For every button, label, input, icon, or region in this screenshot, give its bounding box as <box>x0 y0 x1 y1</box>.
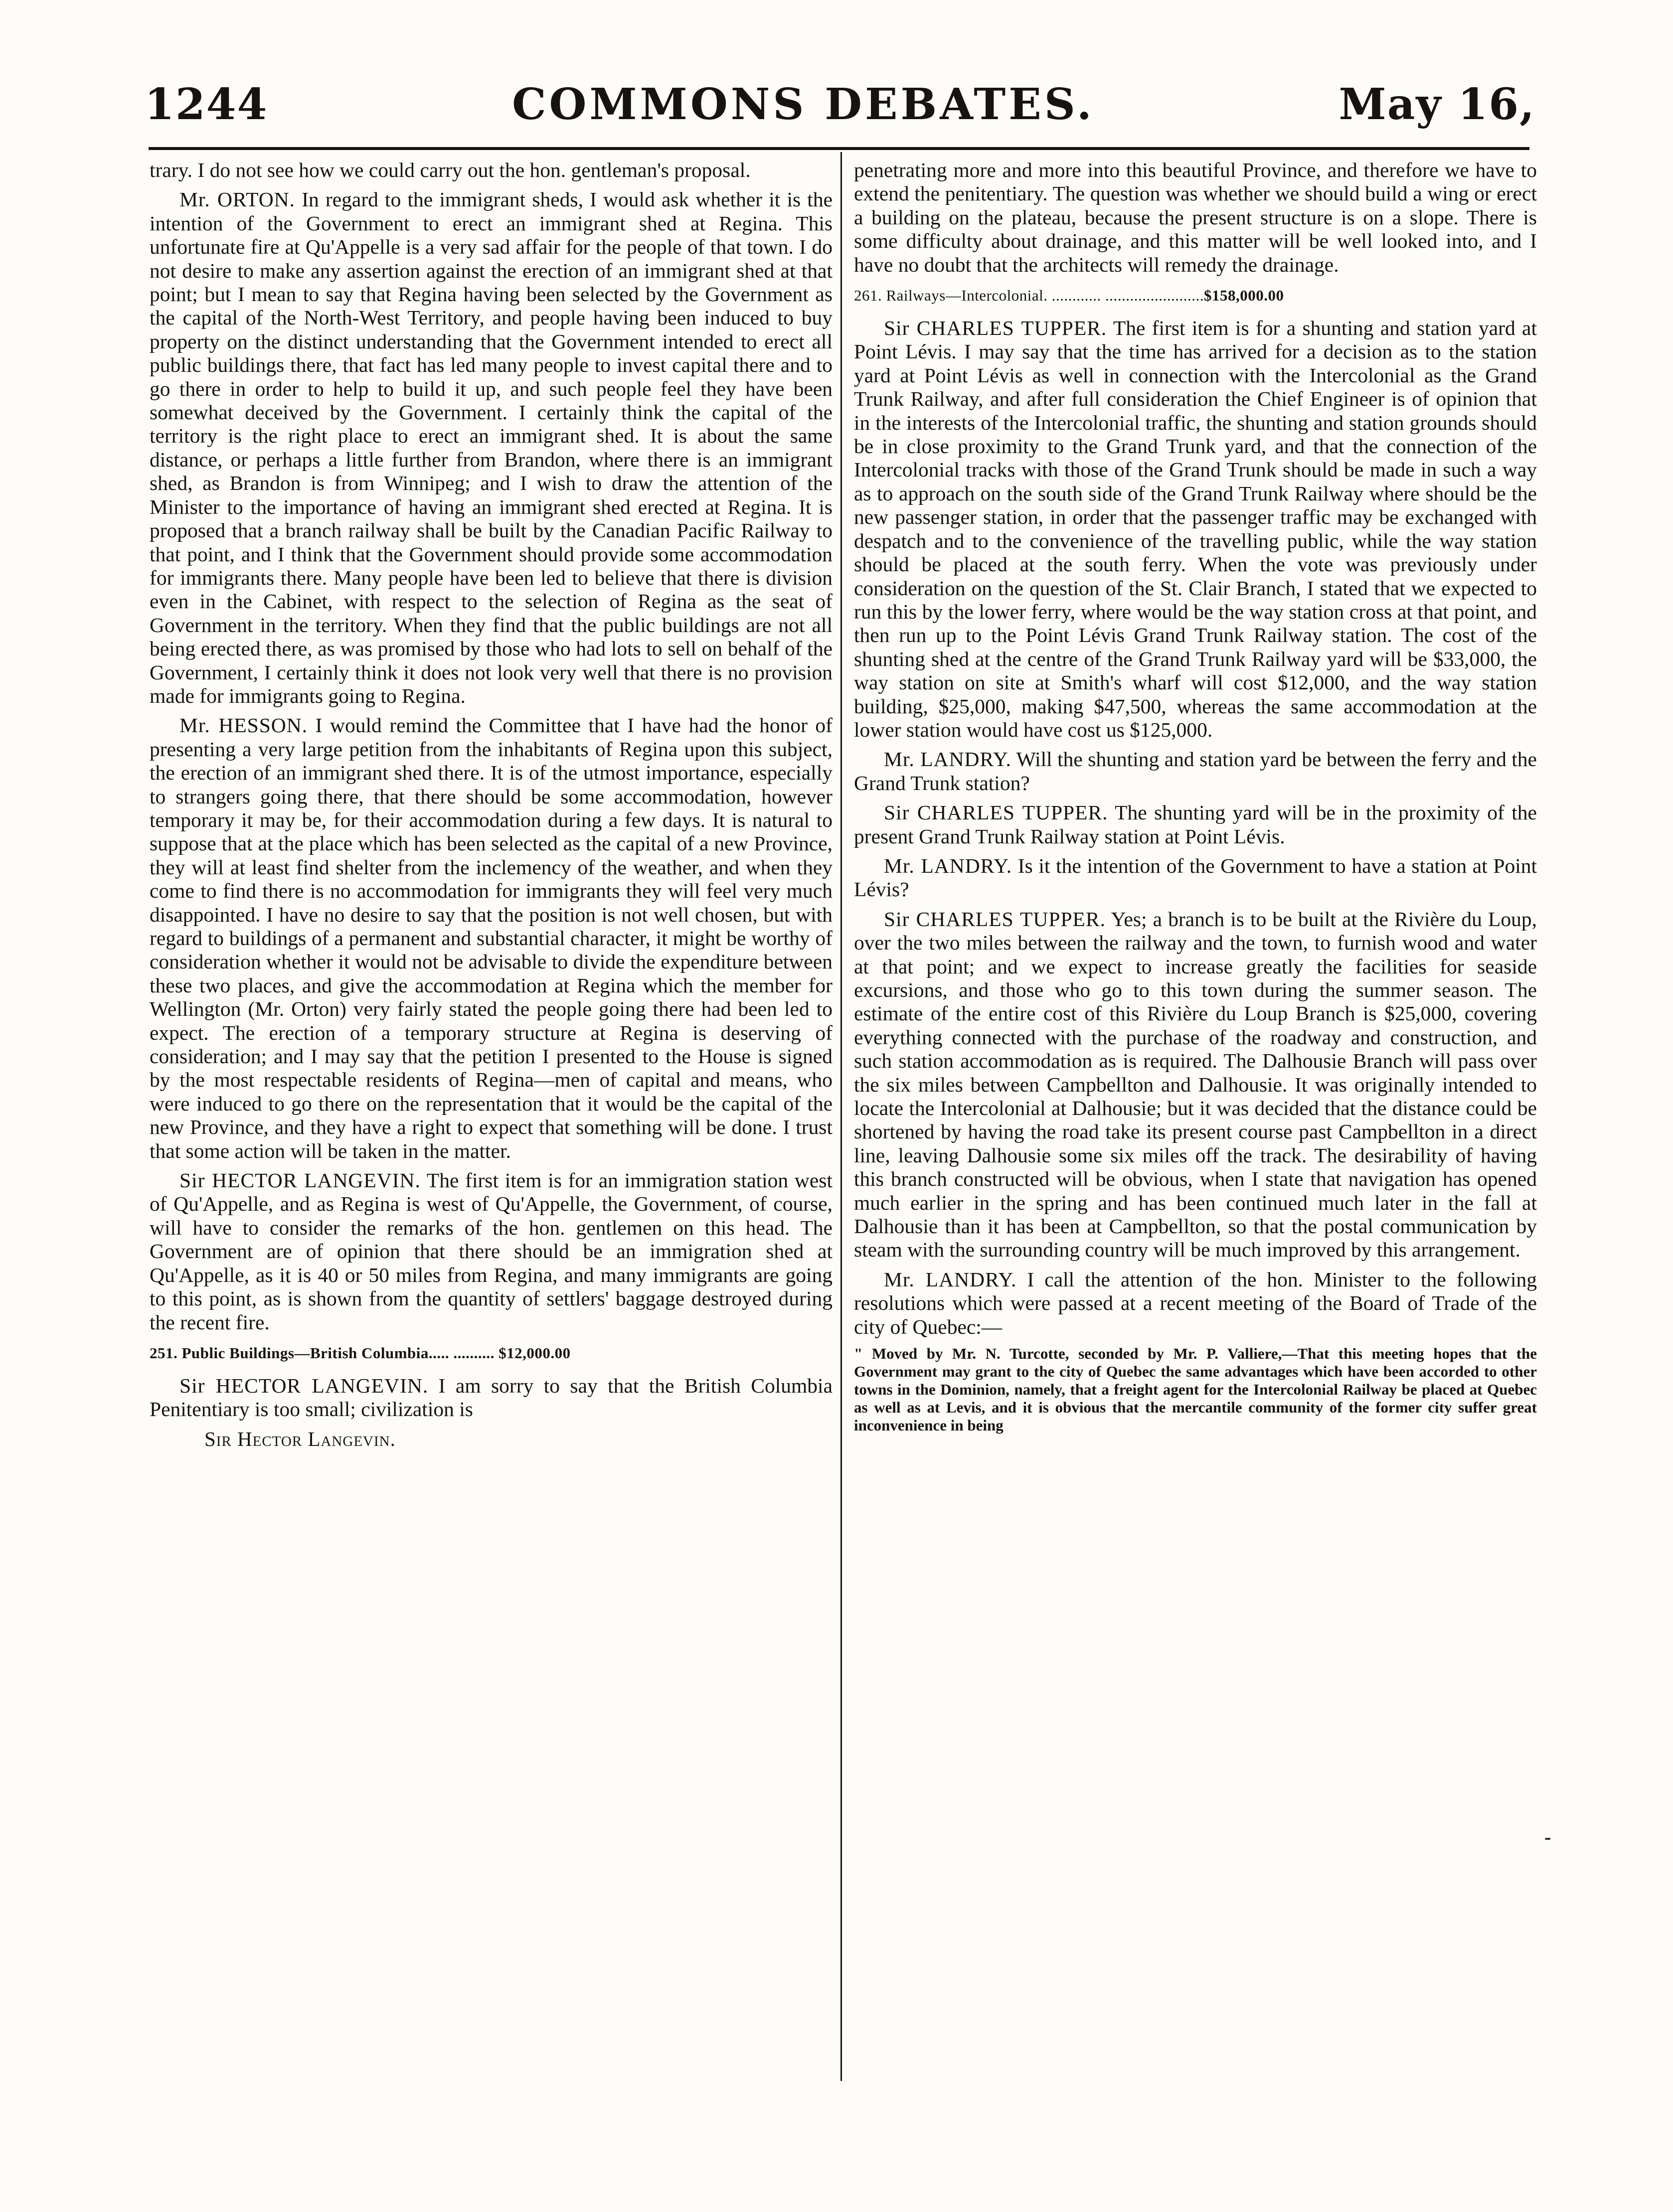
right-paragraph-5 <box>854 854 1537 902</box>
speaker-name: Mr. HESSON. <box>179 714 308 737</box>
speech-text: Is it the intention of the Government to have a station at Point Lévis? <box>854 854 1537 901</box>
right-paragraph-7 <box>854 1268 1537 1339</box>
speech-text: The first item is for a shunting and station yard at Point Lévis. I may say that the time has arrived for a decision as to the station yard at Point Lévis as well in connection with the Intercolonial as the Grand Trunk Railway, and after full consideration the Chief Engineer is of opinion that in the interests of the Intercolonial traffic, the shunting and station grounds should be in close proximity to the Grand Trunk yard, and that the connection of the Intercolonial tracks with those of the Grand Trunk should be made in such a way as to approach on the south side of the Grand Trunk Railway where should be the new passenger station, in order that the passenger traffic may be exchanged with despatch and to the convenience of the travelling public, while the way station should be placed at the south ferry. When the vote was previously under consideration on the question of the St. Clair Branch, I stated that we expected to run this by the lower ferry, where would be the way station cross at that point, and then run up to the Point Lévis Grand Trunk Railway station. The cost of the shunting shed at the centre of the Grand Trunk Railway yard will be $33,000, the way station on site at Smith's wharf will cost $12,000, and the way station building, $25,000, making $47,500, whereas the same accommodation at the lower station would have cost us $125,000. <box>854 316 1537 741</box>
speech-text: Will the shunting and station yard be between the ferry and the Grand Trunk station? <box>854 748 1537 794</box>
left-column <box>150 158 833 1457</box>
speaker-name: Sir CHARLES TUPPER. <box>884 907 1106 931</box>
speaker-name: Mr. LANDRY. <box>884 854 1012 877</box>
right-paragraph-6 <box>854 908 1537 1262</box>
signature-line: Sir Hector Langevin. <box>204 1427 396 1450</box>
speaker-name: Sir CHARLES TUPPER. <box>884 801 1108 824</box>
speech-text: The shunting yard will be in the proximity of the present Grand Trunk Railway station at Point Lévis. <box>854 801 1537 848</box>
item-label: 261. Railways—Intercolonial. ............ ........................ <box>854 287 1204 305</box>
publication-title: COMMONS DEBATES. <box>512 79 1095 130</box>
speech-text: I call the attention of the hon. Minister to the following resolutions which were passed at a recent meeting of the Board of Trade of the city of Quebec:— <box>854 1267 1537 1338</box>
speech-text: Yes; a branch is to be built at the Rivière du Loup, over the two miles between the railway and the town, to furnish wood and water at that point; and we expect to increase greatly the facilities for seaside excursions, and those who go to this town during the summer season. The estimate of the entire cost of this Rivière du Loup Branch is $25,000, covering everything connected with the purchase of the roadway and construction, and such station accommodation as is required. The Dalhousie Branch will pass over the six miles between Campbellton and Dalhousie. It was originally intended to locate the Intercolonial at Dalhousie; but it was decided that the distance could be shortened by having the road take its present course past Campbellton in a direct line, leaving Dalhousie some six miles off the track. The desirability of having this branch constructed will be obvious, when I state that navigation has opened much earlier in the spring and has been continued much later in the fall at Dalhousie than it has been at Campbellton, so that the postal communication by steam with the surrounding country will be much improved by this arrangement. <box>854 907 1537 1262</box>
right-paragraph-2 <box>854 316 1537 742</box>
speaker-name: Mr. LANDRY. <box>884 1267 1017 1291</box>
page-header <box>145 75 1535 130</box>
speaker-name: Mr. ORTON. <box>179 188 296 211</box>
speaker-name: Mr. LANDRY. <box>884 748 1011 771</box>
margin-mark: - <box>1544 1826 1551 1848</box>
column-divider <box>840 152 842 2081</box>
page-date: May 16, <box>1338 79 1535 130</box>
right-paragraph-3 <box>854 748 1537 795</box>
speaker-name: Sir CHARLES TUPPER. <box>884 316 1107 340</box>
right-paragraph-4 <box>854 801 1537 848</box>
speech-text: I would remind the Committee that I have had the honor of presenting a very large petition from the inhabitants of Regina upon this subject, the erection of an immigrant shed there. It is of the utmost importance, especially to strangers going there, that there should be some accommodation, however temporary it may be, for their accommodation during a few days. It is natural to suppose that at the place which has been selected as the capital of a new Province, they will at least find shelter from the inclemency of the weather, and when they come to find there is no accommodation for immigrants they will feel very much disappointed. I have no desire to say that the position is not well chosen, but with regard to buildings of a permanent and substantial character, it might be worthy of consideration whether it would not be advisable to divide the expenditure between these two places, and give the accommodation at Regina which the member for Wellington (Mr. Orton) very fairly stated the people going there had been led to expect. The erection of a temporary structure at Regina is deserving of consideration; and I may say that the petition I presented to the House is signed by the most respectable residents of Regina—men of capital and means, who were induced to go there on the representation that it would be the capital of the new Province, and they have a right to expect that something will be done. I trust that some action will be taken in the matter. <box>150 714 833 1162</box>
item-label: 251. Public Buildings—British Columbia..... .......... <box>150 1344 495 1362</box>
left-paragraph-4 <box>150 1169 833 1334</box>
estimate-item-251 <box>150 1343 833 1363</box>
speech-text: The first item is for an immigration station west of Qu'Appelle, and as Regina is west of Qu'Appelle, the Government, of course, will have to consider the remarks of the hon. gentlemen on this head. The Government are of opinion that there should be an immigration shed at Qu'Appelle, as it is 40 or 50 miles from Regina, and many immigrants are going to this point, as is shown from the quantity of settlers' baggage destroyed during the recent fire. <box>150 1169 833 1334</box>
header-rule <box>149 147 1529 150</box>
right-paragraph-1: penetrating more and more into this beautiful Province, and therefore we have to extend the penitentiary. The question was whether we should build a wing or erect a building on the plateau, because the present structure is on a slope. There is some difficulty about drainage, and this matter will be well looked into, and I have no doubt that the architects will remedy the drainage. <box>854 158 1537 276</box>
speaker-name: Sir HECTOR LANGEVIN. <box>179 1169 421 1192</box>
quoted-resolution: " Moved by Mr. N. Turcotte, seconded by Mr. P. Valliere,—That this meeting hopes that the Government may grant to the city of Quebec the same advantages which have been accorded to other towns in the Dominion, namely, that a freight agent for the Intercolonial Railway be placed at Quebec as well as at Levis, and it is obvious that the mercantile community of the former city suffer great inconvenience in being <box>854 1345 1537 1434</box>
page-number: 1244 <box>145 79 268 130</box>
estimate-item-261 <box>854 286 1537 306</box>
speaker-name: Sir HECTOR LANGEVIN. <box>179 1374 429 1397</box>
left-paragraph-1: trary. I do not see how we could carry out the hon. gentleman's proposal. <box>150 158 751 181</box>
item-amount: $12,000.00 <box>499 1344 571 1362</box>
left-paragraph-3 <box>150 714 833 1163</box>
item-amount: $158,000.00 <box>1204 287 1284 305</box>
left-paragraph-5 <box>150 1374 833 1422</box>
left-paragraph-2 <box>150 188 833 708</box>
speech-text: In regard to the immigrant sheds, I would ask whether it is the intention of the Government to erect an immigrant shed at Regina. This unfortunate fire at Qu'Appelle is a very sad affair for the people of that town. I do not desire to make any assertion against the erection of an immigrant shed at that point; but I mean to say that Regina having been selected by the Government as the capital of the North-West Territory, and people having been induced to buy property on the distinct understanding that the Government intended to erect all public buildings there, that fact has led many people to invest capital there and to go there in order to help to build it up, and such people feel they have been somewhat deceived by the Government. I certainly think the capital of the territory is the right place to erect an immigrant shed. It is about the same distance, or perhaps a little further from Brandon, where there is an immigrant shed, as Brandon is from Winnipeg; and I wish to draw the attention of the Minister to the importance of having an immigrant shed erected at Regina. It is proposed that a branch railway shall be built by the Canadian Pacific Railway to that point, and I think that the Government should provide some accommodation for immigrants there. Many people have been led to believe that there is division even in the Cabinet, with respect to the selection of Regina as the seat of Government in the territory. When they find that the public buildings are not all being erected there, as was promised by those who had lots to sell on behalf of the Government, I certainly think it does not look very well that there is no provision made for immigrants going to Regina. <box>150 188 833 707</box>
speech-text: I am sorry to say that the British Columbia Penitentiary is too small; civilization is <box>150 1374 833 1421</box>
right-column <box>854 158 1537 1440</box>
